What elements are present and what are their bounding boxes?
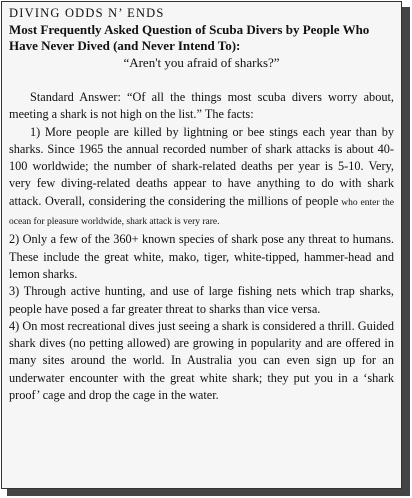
fact-item-4: 4) On most recreational dives just seeing a shark is considered a thrill. Guided shark dives (no petting allowed) are growing in popularity and are offered in many sites around the world. In Australia you can even sign up for an underwater encounter with the great white shark; they put you in a ‘shark proof’ cage and drop the cage in the water. <box>9 318 394 403</box>
fact-item-3: 3) Through active hunting, and use of large fishing nets which trap sharks, people have posed a far greater threat to sharks than vice versa. <box>9 284 394 316</box>
fact-item-1 <box>9 124 394 232</box>
section-heading: DIVING ODDS N’ ENDS <box>9 6 165 20</box>
fact-item-2: 2) Only a few of the 360+ known species of shark pose any threat to humans. These include the great white, mako, tiger, white-tipped, hammer-head and lemon sharks. <box>9 232 394 281</box>
standard-answer: Standard Answer: “Of all the things most scuba divers worry about, meeting a shark is not high on the list.” The facts: <box>9 90 394 122</box>
article-content <box>2 2 401 404</box>
article-box <box>1 1 402 489</box>
question-quote: “Aren't you afraid of sharks?” <box>123 55 280 70</box>
fact-item-1-text: 1) More people are killed by lightning or bee stings each year than by sharks. Since 1965 the annual recorded number of shark attacks is about 40-100 worldwide; the number of shark-related deaths per year is 5-10. Very, very few diving-related deaths appear to have anything to do with shark attack. Overall, considering the considering the millions of people <box>9 124 394 208</box>
fact-item-1-small-text: who enter the ocean for pleasure worldwide, shark attack is very rare. <box>9 197 395 228</box>
article-subhead: Most Frequently Asked Question of Scuba Divers by People Who Have Never Dived (and Never Intend To): <box>9 22 370 53</box>
